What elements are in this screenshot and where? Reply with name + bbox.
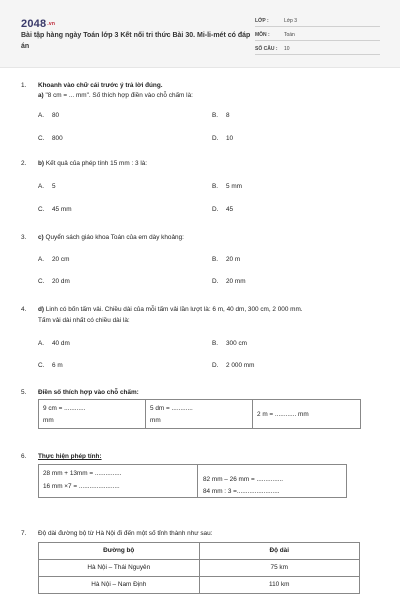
meta-subject-key: MÔN : bbox=[255, 32, 270, 38]
fill-cell-3[interactable] bbox=[253, 400, 360, 428]
document-title: Bài tập hàng ngày Toán lớp 3 Kết nối tri thức Bài 30. Mi-li-mét có đáp án bbox=[21, 32, 251, 50]
meta-count-row bbox=[255, 45, 380, 55]
option-a[interactable] bbox=[38, 112, 59, 121]
fill-cell-1[interactable] bbox=[39, 400, 146, 428]
site-logo[interactable] bbox=[21, 17, 55, 32]
question-heading: Khoanh vào chữ cái trước ý trả lời đúng. bbox=[38, 82, 163, 89]
sub-text: Linh có bốn tấm vải. Chiều dài của mỗi tấm vải lần lượt là: 6 m, 40 dm, 300 cm, 2 000 mm. bbox=[45, 306, 303, 313]
question-text bbox=[38, 234, 380, 243]
sub-text: Kết quả của phép tính 15 mm : 3 là: bbox=[45, 160, 148, 167]
option-text: 20 mm bbox=[226, 278, 246, 285]
option-text: 45 mm bbox=[52, 206, 72, 213]
table-header-row bbox=[39, 543, 360, 560]
option-letter: D. bbox=[212, 135, 219, 142]
meta-count-key: SỐ CÂU : bbox=[255, 46, 278, 52]
question-number: 5. bbox=[21, 389, 27, 396]
option-b[interactable] bbox=[212, 112, 230, 121]
question-number: 7. bbox=[21, 530, 27, 537]
option-d[interactable] bbox=[212, 135, 233, 144]
sub-label: c) bbox=[38, 234, 44, 241]
option-letter: A. bbox=[38, 340, 45, 347]
option-d[interactable] bbox=[212, 362, 254, 371]
question-number: 6. bbox=[21, 453, 27, 460]
option-text: 10 bbox=[226, 135, 234, 142]
option-letter: C. bbox=[38, 135, 45, 142]
question-text-line2: Tấm vải dài nhất có chiều dài là: bbox=[38, 317, 130, 324]
option-letter: B. bbox=[212, 256, 219, 263]
question-text bbox=[38, 306, 380, 315]
option-letter: D. bbox=[212, 278, 219, 285]
fill-cell-2[interactable] bbox=[146, 400, 253, 428]
meta-class-key: LỚP : bbox=[255, 18, 269, 24]
question-4 bbox=[21, 306, 381, 376]
calc-line: 82 mm – 26 mm = ............... bbox=[203, 476, 284, 483]
question-number: 1. bbox=[21, 82, 27, 89]
option-letter: B. bbox=[212, 112, 219, 119]
meta-class-value: Lớp 3 bbox=[284, 18, 298, 24]
document-header bbox=[0, 0, 400, 68]
option-text: 20 cm bbox=[52, 256, 70, 263]
option-c[interactable] bbox=[38, 206, 72, 215]
question-7 bbox=[21, 530, 381, 542]
calc-box bbox=[38, 464, 347, 498]
option-text: 5 mm bbox=[226, 183, 242, 190]
calc-cell-left[interactable] bbox=[39, 465, 198, 497]
table-header: Độ dài bbox=[199, 543, 359, 560]
meta-count-value: 10 bbox=[284, 46, 290, 52]
question-3 bbox=[21, 234, 381, 294]
meta-subject-row bbox=[255, 31, 380, 41]
fill-in-box bbox=[38, 399, 361, 429]
meta-subject-value: Toán bbox=[284, 32, 295, 38]
sub-label: b) bbox=[38, 160, 45, 167]
logo-text: 2048 bbox=[21, 18, 47, 30]
option-text: 2 000 mm bbox=[226, 362, 255, 369]
option-a[interactable] bbox=[38, 340, 70, 349]
question-2 bbox=[21, 160, 381, 220]
sub-text: "8 cm = ... mm". Số thích hợp điền vào chỗ chấm là: bbox=[45, 92, 193, 99]
option-text: 80 bbox=[52, 112, 60, 119]
option-letter: A. bbox=[38, 256, 45, 263]
option-letter: B. bbox=[212, 340, 219, 347]
calc-line: 28 mm + 13mm = ............... bbox=[43, 470, 122, 477]
option-b[interactable] bbox=[212, 183, 242, 192]
option-text: 45 bbox=[226, 206, 234, 213]
option-text: 6 m bbox=[52, 362, 63, 369]
fill-cell-line1: 2 m = ............ mm bbox=[257, 411, 309, 418]
option-text: 5 bbox=[52, 183, 56, 190]
option-text: 8 bbox=[226, 112, 230, 119]
fill-cell-line2: mm bbox=[43, 417, 54, 424]
option-d[interactable] bbox=[212, 206, 233, 215]
meta-class-row bbox=[255, 17, 380, 27]
option-letter: C. bbox=[38, 278, 45, 285]
option-letter: C. bbox=[38, 362, 45, 369]
option-c[interactable] bbox=[38, 135, 63, 144]
option-text: 40 dm bbox=[52, 340, 70, 347]
table-header: Đường bộ bbox=[39, 543, 200, 560]
option-letter: D. bbox=[212, 362, 219, 369]
table-row bbox=[39, 560, 360, 577]
distance-table bbox=[38, 542, 360, 594]
calc-line: 84 mm : 3 =........................ bbox=[203, 488, 280, 495]
question-text: Độ dài đường bộ từ Hà Nội đi đến một số tỉnh thành như sau: bbox=[38, 530, 213, 537]
table-cell: Hà Nội – Thái Nguyên bbox=[39, 560, 200, 577]
option-a[interactable] bbox=[38, 256, 69, 265]
option-c[interactable] bbox=[38, 362, 63, 371]
option-text: 300 cm bbox=[226, 340, 247, 347]
question-text bbox=[38, 92, 380, 101]
option-d[interactable] bbox=[212, 278, 246, 287]
fill-cell-line1: 5 dm = ............ bbox=[150, 405, 193, 412]
question-number: 2. bbox=[21, 160, 27, 167]
sub-label: d) bbox=[38, 306, 45, 313]
option-text: 20 m bbox=[226, 256, 241, 263]
question-text bbox=[38, 160, 380, 169]
calc-line: 16 mm ×7 = ....................... bbox=[43, 483, 120, 490]
calc-cell-right[interactable] bbox=[198, 465, 348, 497]
option-letter: D. bbox=[212, 206, 219, 213]
sub-text: Quyển sách giáo khoa Toán của em dày khoảng: bbox=[45, 234, 184, 241]
question-number: 3. bbox=[21, 234, 27, 241]
option-b[interactable] bbox=[212, 340, 247, 349]
table-row bbox=[39, 577, 360, 594]
question-1 bbox=[21, 82, 381, 152]
sub-label: a) bbox=[38, 92, 44, 99]
question-number: 4. bbox=[21, 306, 27, 313]
option-letter: C. bbox=[38, 206, 45, 213]
fill-cell-line2: mm bbox=[150, 417, 161, 424]
table-cell: 110 km bbox=[199, 577, 359, 594]
question-heading: Điền số thích hợp vào chỗ chấm: bbox=[38, 389, 139, 396]
question-heading: Thực hiện phép tính: bbox=[38, 453, 102, 460]
table-cell: 75 km bbox=[199, 560, 359, 577]
option-text: 800 bbox=[52, 135, 63, 142]
table-cell: Hà Nội – Nam Định bbox=[39, 577, 200, 594]
option-letter: A. bbox=[38, 183, 45, 190]
option-letter: A. bbox=[38, 112, 45, 119]
option-letter: B. bbox=[212, 183, 219, 190]
logo-domain: .vn bbox=[47, 20, 56, 27]
fill-cell-line1: 9 cm = ............ bbox=[43, 405, 86, 412]
option-a[interactable] bbox=[38, 183, 56, 192]
option-text: 20 dm bbox=[52, 278, 70, 285]
option-c[interactable] bbox=[38, 278, 70, 287]
option-b[interactable] bbox=[212, 256, 240, 265]
